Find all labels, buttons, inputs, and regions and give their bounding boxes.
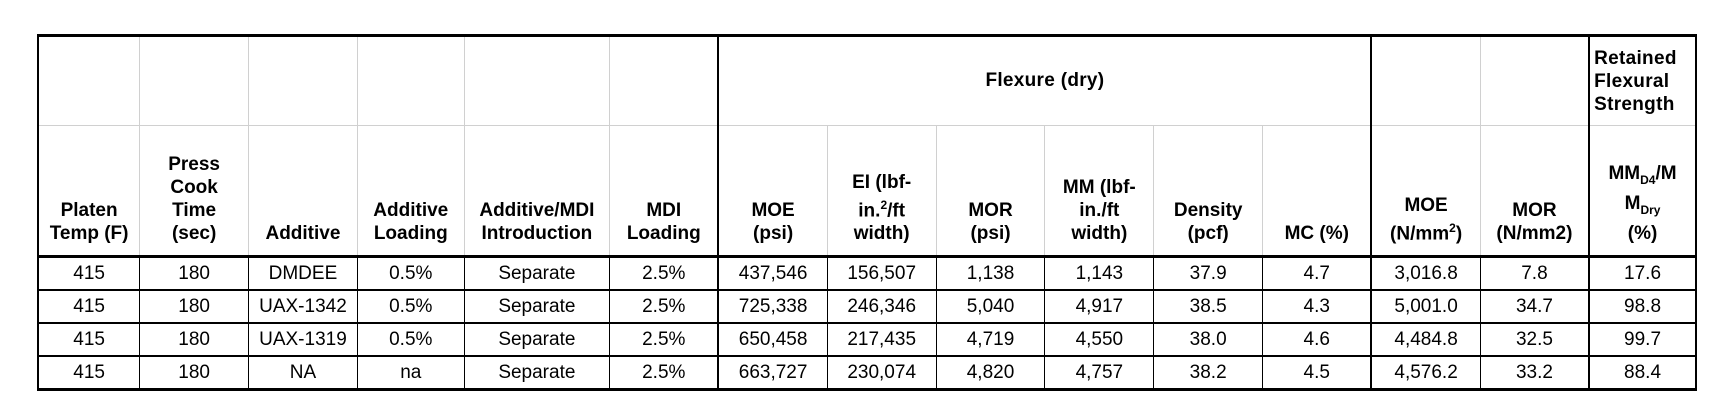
col-header-mor-psi: MOR (psi) — [936, 126, 1045, 257]
col-header-mc: MC (%) — [1263, 126, 1372, 257]
retained-flexural-strength-header: Retained Flexural Strength — [1589, 36, 1696, 126]
table-cell: 98.8 — [1589, 290, 1696, 323]
group-cell-empty — [249, 36, 358, 126]
col-header-platen-temp: Platen Temp (F) — [38, 126, 140, 257]
table-cell: 4,550 — [1045, 323, 1154, 356]
table-cell: 5,040 — [936, 290, 1045, 323]
col-header-additive-loading: Additive Loading — [357, 126, 464, 257]
table-cell: 4,484.8 — [1371, 323, 1480, 356]
table-cell: Separate — [464, 257, 609, 291]
table-cell: 725,338 — [718, 290, 827, 323]
header-column-row — [38, 126, 1696, 257]
table-cell: 415 — [38, 290, 140, 323]
table-cell: 0.5% — [357, 290, 464, 323]
group-cell-empty — [357, 36, 464, 126]
table-cell: 415 — [38, 257, 140, 291]
table-cell: 4.5 — [1263, 356, 1372, 390]
table-cell: Separate — [464, 323, 609, 356]
flexure-data-table — [37, 34, 1697, 391]
table-row — [38, 323, 1696, 356]
table-cell: Separate — [464, 356, 609, 390]
table-cell: 217,435 — [827, 323, 936, 356]
table-cell: 99.7 — [1589, 323, 1696, 356]
col-header-mm: MM (lbf- in./ft width) — [1045, 126, 1154, 257]
table-cell: 38.0 — [1154, 323, 1263, 356]
table-cell: NA — [249, 356, 358, 390]
table-cell: 32.5 — [1480, 323, 1589, 356]
table-cell: 180 — [140, 290, 249, 323]
table-cell: UAX-1319 — [249, 323, 358, 356]
table-cell: 0.5% — [357, 257, 464, 291]
group-cell-empty — [1371, 36, 1480, 126]
table-row — [38, 257, 1696, 291]
table-cell: 88.4 — [1589, 356, 1696, 390]
table-container — [37, 34, 1697, 391]
col-header-ei: EI (lbf- in.$^2$/ft width) — [827, 126, 936, 257]
table-cell: 180 — [140, 323, 249, 356]
table-cell: 246,346 — [827, 290, 936, 323]
table-cell: 230,074 — [827, 356, 936, 390]
table-cell: 34.7 — [1480, 290, 1589, 323]
table-cell: 4.6 — [1263, 323, 1372, 356]
table-cell: 2.5% — [610, 290, 719, 323]
table-cell: 37.9 — [1154, 257, 1263, 291]
col-header-additive-mdi-introduction: Additive/MDI Introduction — [464, 126, 609, 257]
table-cell: 156,507 — [827, 257, 936, 291]
table-cell: UAX-1342 — [249, 290, 358, 323]
table-row — [38, 290, 1696, 323]
table-cell: DMDEE — [249, 257, 358, 291]
table-cell: 4.7 — [1263, 257, 1372, 291]
table-body — [38, 257, 1696, 390]
table-cell: 415 — [38, 323, 140, 356]
flexure-dry-group-header: Flexure (dry) — [718, 36, 1371, 126]
table-cell: 1,138 — [936, 257, 1045, 291]
col-header-mor-nmm2: MOR (N/mm2) — [1480, 126, 1589, 257]
table-cell: 38.2 — [1154, 356, 1263, 390]
col-header-press-cook-time: Press Cook Time (sec) — [140, 126, 249, 257]
group-cell-empty — [464, 36, 609, 126]
table-cell: 2.5% — [610, 323, 719, 356]
col-header-density: Density (pcf) — [1154, 126, 1263, 257]
group-cell-empty — [610, 36, 719, 126]
table-cell: 38.5 — [1154, 290, 1263, 323]
table-row — [38, 356, 1696, 390]
col-header-moe-psi: MOE (psi) — [718, 126, 827, 257]
col-header-moe-nmm2: MOE $(N/mm^2)$ — [1371, 126, 1480, 257]
header-group-row — [38, 36, 1696, 126]
table-cell: 3,016.8 — [1371, 257, 1480, 291]
table-cell: 0.5% — [357, 323, 464, 356]
table-cell: 180 — [140, 356, 249, 390]
col-header-additive: Additive — [249, 126, 358, 257]
table-cell: 2.5% — [610, 356, 719, 390]
table-cell: 180 — [140, 257, 249, 291]
table-cell: 4,917 — [1045, 290, 1154, 323]
table-cell: 4,576.2 — [1371, 356, 1480, 390]
table-cell: 4,757 — [1045, 356, 1154, 390]
table-cell: Separate — [464, 290, 609, 323]
table-cell: 33.2 — [1480, 356, 1589, 390]
table-cell: 415 — [38, 356, 140, 390]
table-cell: 7.8 — [1480, 257, 1589, 291]
table-cell: 437,546 — [718, 257, 827, 291]
table-cell: 663,727 — [718, 356, 827, 390]
table-cell: 5,001.0 — [1371, 290, 1480, 323]
table-cell: 4,719 — [936, 323, 1045, 356]
group-cell-empty — [38, 36, 140, 126]
group-cell-empty — [140, 36, 249, 126]
col-header-mdi-loading: MDI Loading — [610, 126, 719, 257]
table-cell: na — [357, 356, 464, 390]
table-cell: 17.6 — [1589, 257, 1696, 291]
table-cell: 2.5% — [610, 257, 719, 291]
table-cell: 4.3 — [1263, 290, 1372, 323]
table-cell: 650,458 — [718, 323, 827, 356]
table-cell: 4,820 — [936, 356, 1045, 390]
table-cell: 1,143 — [1045, 257, 1154, 291]
col-header-mm-ratio: $MM_{D4}/M$ $M_{Dry}$ (%) — [1589, 126, 1696, 257]
group-cell-empty — [1480, 36, 1589, 126]
